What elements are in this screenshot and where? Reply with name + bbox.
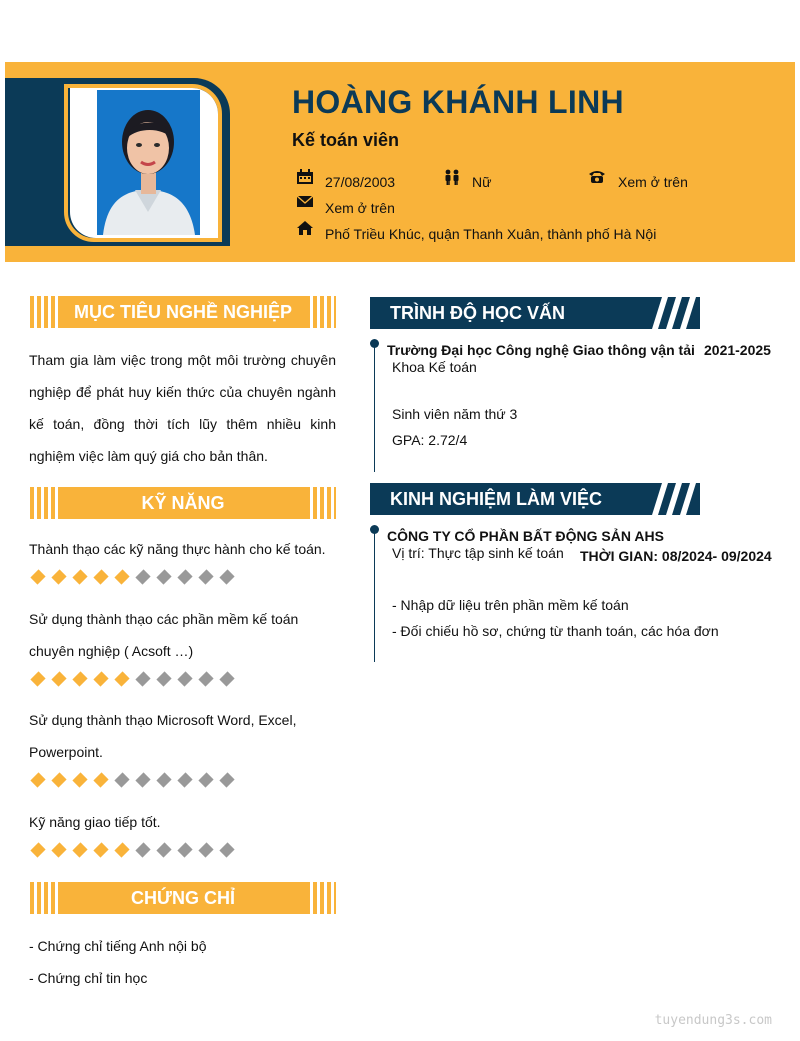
calendar-icon — [296, 169, 314, 185]
rating-diamond-filled — [94, 771, 108, 789]
people-icon — [443, 169, 461, 185]
rating-diamond-empty — [136, 568, 150, 586]
rating-diamond-empty — [220, 568, 234, 586]
phone-value: Xem ở trên — [618, 174, 688, 190]
rating-diamond-filled — [73, 568, 87, 586]
timeline-dot — [370, 525, 379, 534]
task-item: - Nhập dữ liệu trên phần mềm kế toán — [392, 597, 629, 613]
rating-diamond-filled — [52, 771, 66, 789]
experience-period: THỜI GIAN: 08/2024- 09/2024 — [580, 548, 772, 564]
school-name: Trường Đại học Công nghệ Giao thông vận tải — [387, 342, 695, 358]
skill-label: Thành thạo các kỹ năng thực hành cho kế toán. — [29, 541, 326, 557]
rating-diamond-filled — [52, 670, 66, 688]
home-icon — [296, 220, 314, 236]
rating-diamond-empty — [136, 841, 150, 859]
job-title: Kế toán viên — [292, 130, 400, 150]
watermark: tuyendung3s.com — [654, 1013, 772, 1028]
rating-diamond-filled — [31, 568, 45, 586]
rating-diamond-empty — [220, 670, 234, 688]
avatar-frame — [70, 88, 218, 238]
rating-diamond-filled — [73, 670, 87, 688]
rating-diamond-empty — [220, 841, 234, 859]
rating-diamond-filled — [94, 841, 108, 859]
gender-value: Nữ — [472, 174, 492, 190]
education-section-title: TRÌNH ĐỘ HỌC VẤN — [370, 297, 700, 329]
rating-diamond-empty — [199, 771, 213, 789]
slash-decoration — [644, 297, 700, 329]
rating-diamond-empty — [136, 670, 150, 688]
skill-label: Sử dụng thành thạo các phần mềm kế toán chuyên nghiệp ( Acsoft …) — [29, 611, 299, 659]
experience-section-title: KINH NGHIỆM LÀM VIỆC — [370, 483, 700, 515]
rating-diamond-empty — [199, 841, 213, 859]
faculty: Khoa Kế toán — [392, 359, 477, 375]
education-period: 2021-2025 — [704, 342, 771, 358]
rating-diamond-empty — [199, 568, 213, 586]
phone-icon — [588, 168, 606, 184]
skill-label: Sử dụng thành thạo Microsoft Word, Excel, Powerpoint. — [29, 712, 297, 760]
skill-rating — [31, 771, 234, 789]
position: Vị trí: Thực tập sinh kế toán — [392, 545, 564, 561]
rating-diamond-empty — [157, 568, 171, 586]
rating-diamond-filled — [31, 771, 45, 789]
rating-diamond-empty — [115, 771, 129, 789]
rating-diamond-empty — [178, 771, 192, 789]
rating-diamond-empty — [220, 771, 234, 789]
rating-diamond-empty — [178, 670, 192, 688]
skill-rating — [31, 841, 234, 859]
address-value: Phố Triều Khúc, quận Thanh Xuân, thành phố Hà Nội — [325, 226, 657, 242]
study-year: Sinh viên năm thứ 3 — [392, 406, 518, 422]
skill-rating — [31, 568, 234, 586]
rating-diamond-filled — [73, 841, 87, 859]
rating-diamond-filled — [52, 841, 66, 859]
objective-section-title: MỤC TIÊU NGHỀ NGHIỆP — [30, 296, 336, 328]
rating-diamond-filled — [94, 670, 108, 688]
objective-text: Tham gia làm việc trong một môi trường chuyên nghiệp để phát huy kiến thức của chuyên ngành kế toán, đồng thời tích lũy thêm nhiều kinh nghiệm việc làm quý giá cho bản thân. — [29, 352, 336, 464]
rating-diamond-filled — [52, 568, 66, 586]
task-item: - Đối chiếu hồ sơ, chứng từ thanh toán, các hóa đơn — [392, 623, 719, 639]
rating-diamond-filled — [73, 771, 87, 789]
candidate-name: HOÀNG KHÁNH LINH — [292, 84, 624, 120]
rating-diamond-filled — [31, 841, 45, 859]
experience-timeline — [374, 530, 375, 662]
rating-diamond-empty — [136, 771, 150, 789]
birthday-value: 27/08/2003 — [325, 174, 396, 190]
company-name: CÔNG TY CỔ PHẦN BẤT ĐỘNG SẢN AHS — [387, 528, 664, 544]
rating-diamond-filled — [115, 568, 129, 586]
slash-decoration — [644, 483, 700, 515]
certificate-item: - Chứng chỉ tiếng Anh nội bộ — [29, 938, 207, 954]
rating-diamond-empty — [157, 841, 171, 859]
gpa: GPA: 2.72/4 — [392, 432, 468, 448]
timeline-dot — [370, 339, 379, 348]
rating-diamond-empty — [199, 670, 213, 688]
certificates-section-title: CHỨNG CHỈ — [30, 882, 336, 914]
rating-diamond-empty — [178, 841, 192, 859]
rating-diamond-filled — [115, 841, 129, 859]
rating-diamond-filled — [31, 670, 45, 688]
rating-diamond-empty — [157, 670, 171, 688]
skill-rating — [31, 670, 234, 688]
rating-diamond-empty — [157, 771, 171, 789]
rating-diamond-empty — [178, 568, 192, 586]
education-timeline — [374, 344, 375, 472]
rating-diamond-filled — [94, 568, 108, 586]
certificate-item: - Chứng chỉ tin học — [29, 970, 148, 986]
email-value: Xem ở trên — [325, 200, 395, 216]
skills-section-title: KỸ NĂNG — [30, 487, 336, 519]
avatar — [97, 90, 200, 235]
envelope-icon — [296, 194, 314, 210]
rating-diamond-filled — [115, 670, 129, 688]
skill-label: Kỹ năng giao tiếp tốt. — [29, 814, 161, 830]
